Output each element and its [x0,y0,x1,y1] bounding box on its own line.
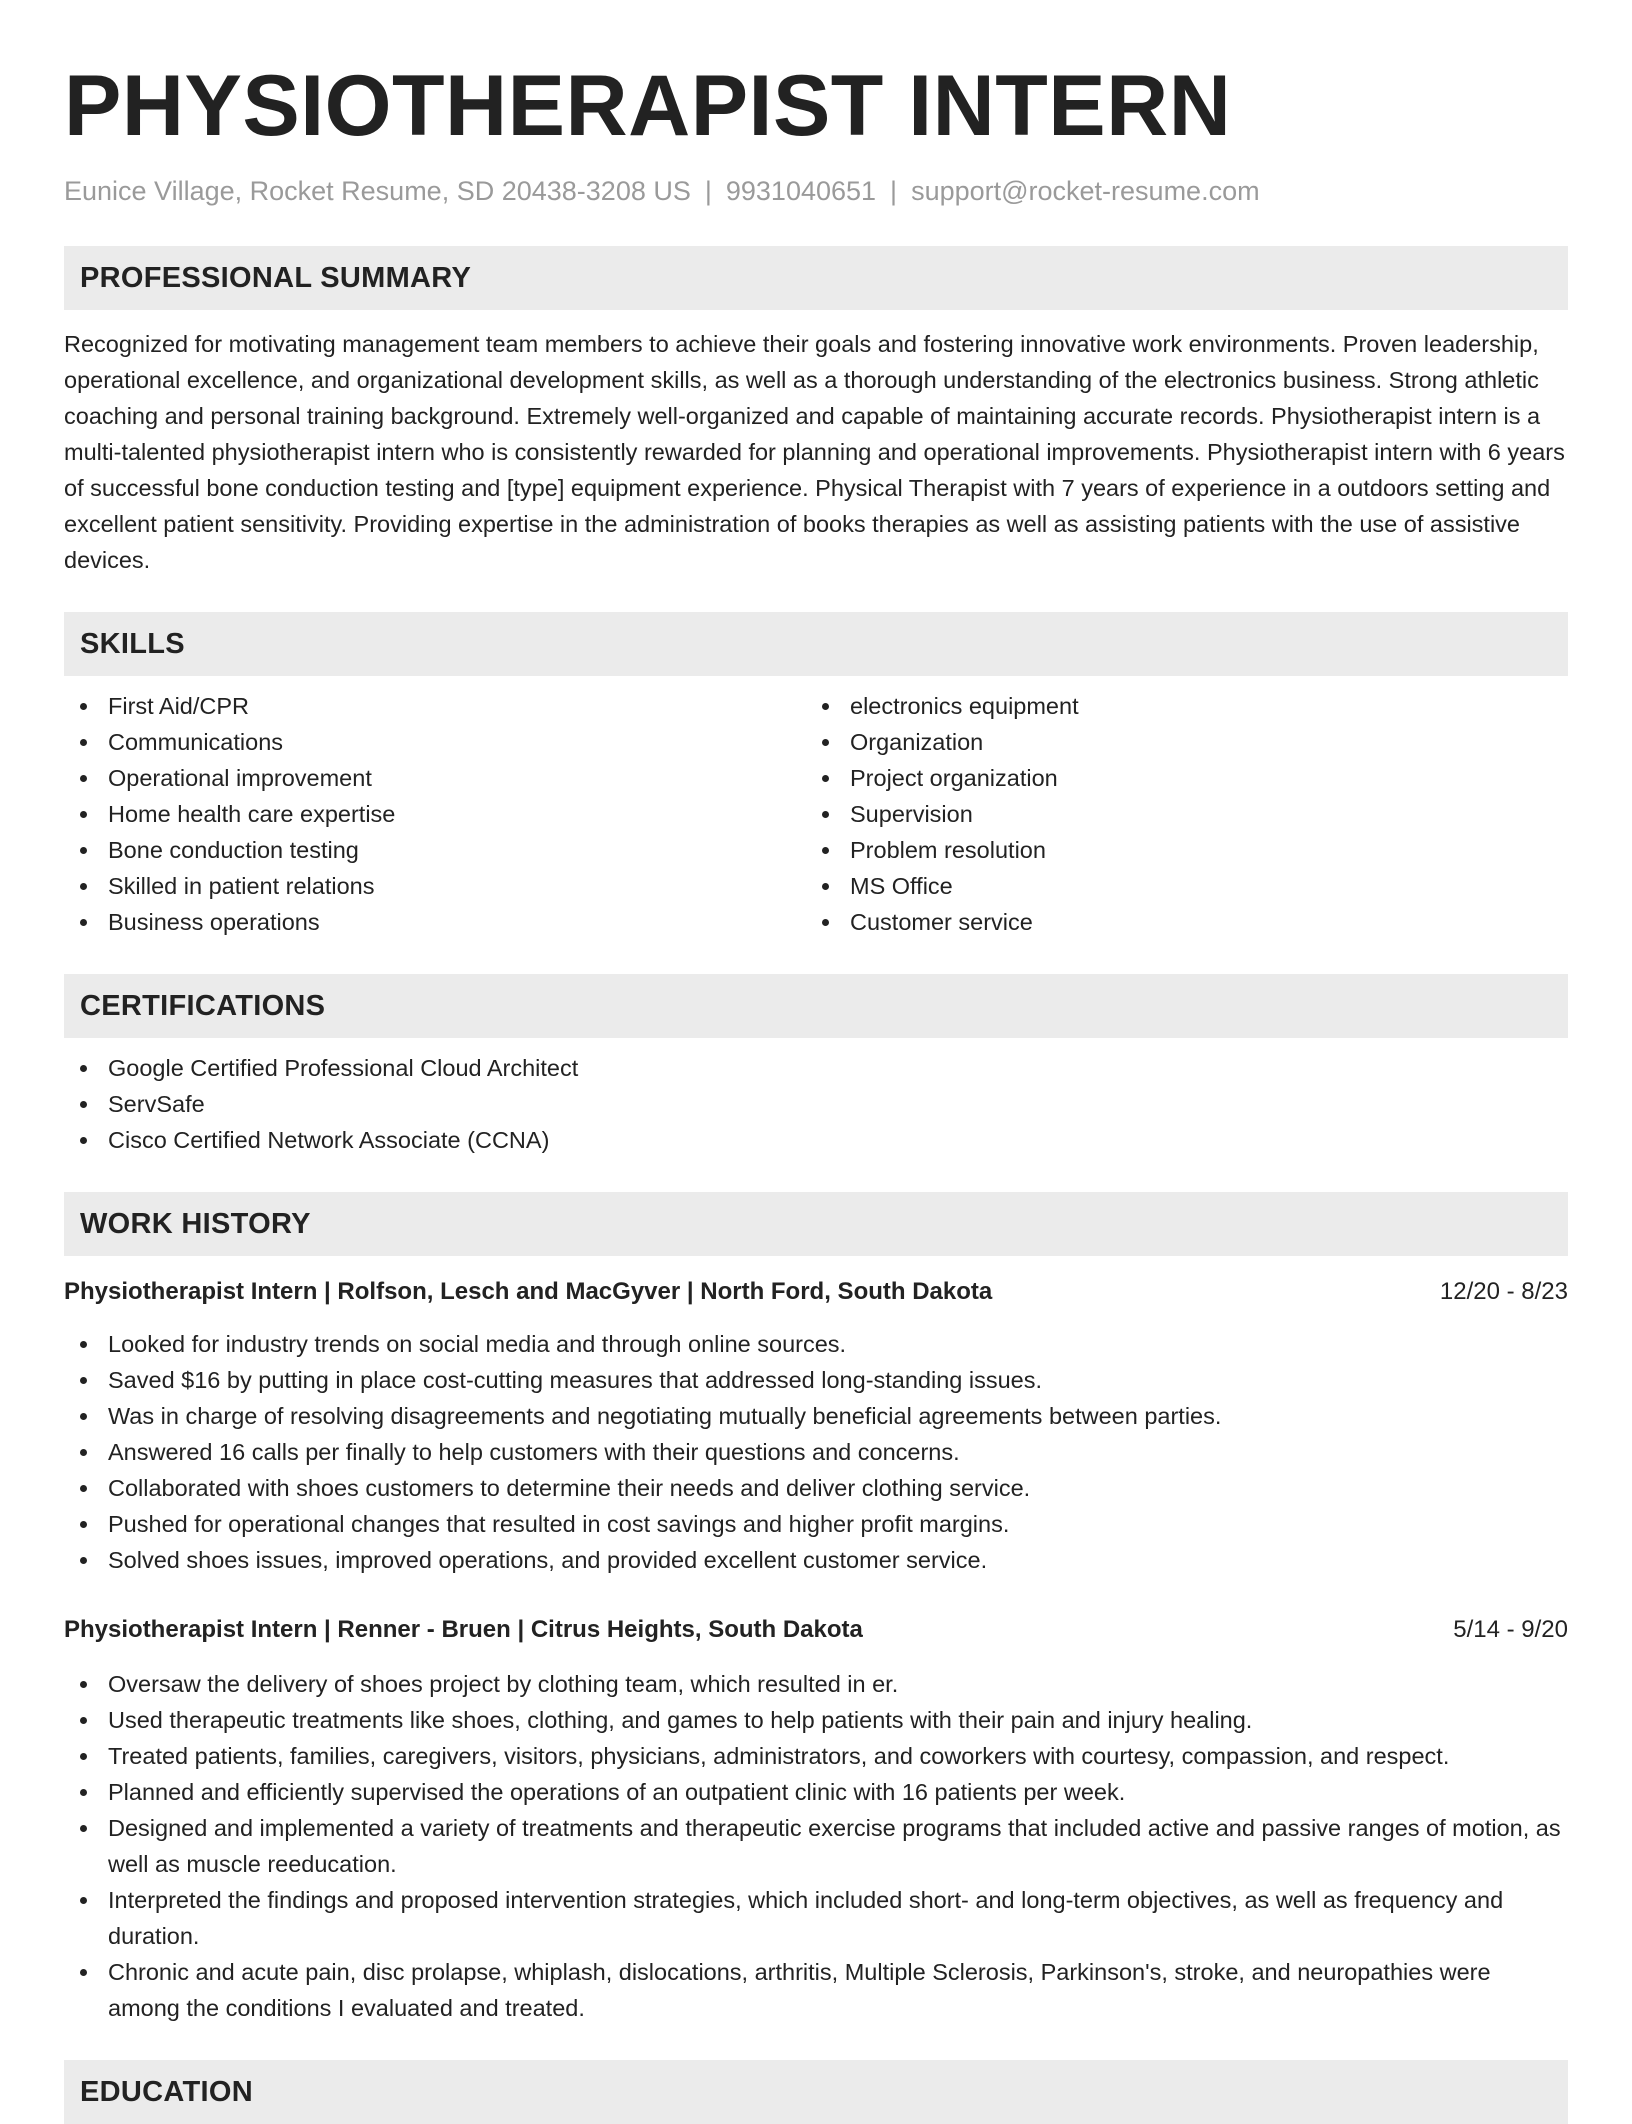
list-item: Supervision [806,796,1548,832]
section-title: EDUCATION [80,2075,253,2108]
list-item: Business operations [64,904,806,940]
section-header-summary [64,246,1568,310]
section-title: PROFESSIONAL SUMMARY [80,261,472,294]
section-title: SKILLS [80,627,185,660]
list-item: Oversaw the delivery of shoes project by clothing team, which resulted in er. [64,1666,1568,1702]
list-item: Looked for industry trends on social media and through online sources. [64,1326,1568,1362]
list-item: First Aid/CPR [64,688,806,724]
section-header-certifications [64,974,1568,1038]
list-item: Operational improvement [64,760,806,796]
list-item: Collaborated with shoes customers to determine their needs and deliver clothing service. [64,1470,1568,1506]
job-entry [64,1612,1568,2026]
list-item: Problem resolution [806,832,1548,868]
list-item: Used therapeutic treatments like shoes, clothing, and games to help patients with their pain and injury healing. [64,1702,1568,1738]
section-header-skills [64,612,1568,676]
contact-phone: 9931040651 [725,176,877,206]
list-item: Bone conduction testing [64,832,806,868]
job-dates: 12/20 - 8/23 [1439,1278,1568,1305]
job-title: Physiotherapist Intern | Renner - Bruen | Citrus Heights, South Dakota [64,1616,863,1643]
list-item: Home health care expertise [64,796,806,832]
list-item: Skilled in patient relations [64,868,806,904]
job-title: Physiotherapist Intern | Rolfson, Lesch and MacGyver | North Ford, South Dakota [64,1278,993,1305]
skills-list-right [806,688,1548,940]
list-item: Interpreted the findings and proposed intervention strategies, which included short- and long-term objectives, as well as frequency and duration. [64,1882,1568,1954]
list-item: Organization [806,724,1548,760]
list-item: Solved shoes issues, improved operations, and provided excellent customer service. [64,1542,1568,1578]
section-header-education [64,2060,1568,2124]
list-item: electronics equipment [806,688,1548,724]
resume-page [64,0,1568,2124]
list-item: Pushed for operational changes that resulted in cost savings and higher profit margins. [64,1506,1568,1542]
list-item: Answered 16 calls per finally to help customers with their questions and concerns. [64,1434,1568,1470]
section-title: CERTIFICATIONS [80,989,326,1022]
list-item: Treated patients, families, caregivers, visitors, physicians, administrators, and coworkers with courtesy, compassion, and respect. [64,1738,1568,1774]
list-item: ServSafe [64,1086,1568,1122]
list-item: Google Certified Professional Cloud Architect [64,1050,1568,1086]
candidate-name: PHYSIOTHERAPIST INTERN [64,58,1232,154]
list-item: Cisco Certified Network Associate (CCNA) [64,1122,1568,1158]
list-item: Designed and implemented a variety of treatments and therapeutic exercise programs that included active and passive ranges of motion, as well as muscle reeducation. [64,1810,1568,1882]
contact-separator: | [704,176,712,206]
list-item: Was in charge of resolving disagreements and negotiating mutually beneficial agreements between parties. [64,1398,1568,1434]
skills-list-left [64,688,806,940]
job-entry [64,1274,1568,1578]
job-header [64,1612,1568,1648]
section-title: WORK HISTORY [80,1207,311,1240]
summary-paragraph: Recognized for motivating management team members to achieve their goals and fostering innovative work environments. Proven leadership, operational excellence, and organizational development skills, as well as a thorough understanding of the electronics business. Strong athletic coaching and personal training background. Extremely well-organized and capable of maintaining accurate records. Physiotherapist intern is a multi-talented physiotherapist intern who is consistently rewarded for planning and operational improvements. Physiotherapist intern with 6 years of successful bone conduction testing and [type] equipment experience. Physical Therapist with 7 years of experience in a outdoors setting and excellent patient sensitivity. Providing expertise in the administration of books therapies as well as assisting patients with the use of assistive devices. [64,331,1565,573]
list-item: Chronic and acute pain, disc prolapse, whiplash, dislocations, arthritis, Multiple Sclerosis, Parkinson's, stroke, and neuropathies were among the conditions I evaluated and treated. [64,1954,1568,2026]
list-item: MS Office [806,868,1548,904]
job-bullets [64,1666,1568,2026]
section-header-work-history [64,1192,1568,1256]
list-item: Planned and efficiently supervised the operations of an outpatient clinic with 16 patients per week. [64,1774,1568,1810]
job-bullets [64,1326,1568,1578]
contact-line [64,174,1568,208]
certifications-list [64,1050,1568,1158]
list-item: Customer service [806,904,1548,940]
list-item: Communications [64,724,806,760]
list-item: Project organization [806,760,1548,796]
contact-email: support@rocket-resume.com [911,176,1260,206]
skills-columns [64,688,1568,940]
job-dates: 5/14 - 9/20 [1453,1616,1568,1643]
contact-address: Eunice Village, Rocket Resume, SD 20438-3208 US [64,176,691,206]
contact-separator: | [890,176,898,206]
list-item: Saved $16 by putting in place cost-cutting measures that addressed long-standing issues. [64,1362,1568,1398]
job-header [64,1274,1568,1310]
